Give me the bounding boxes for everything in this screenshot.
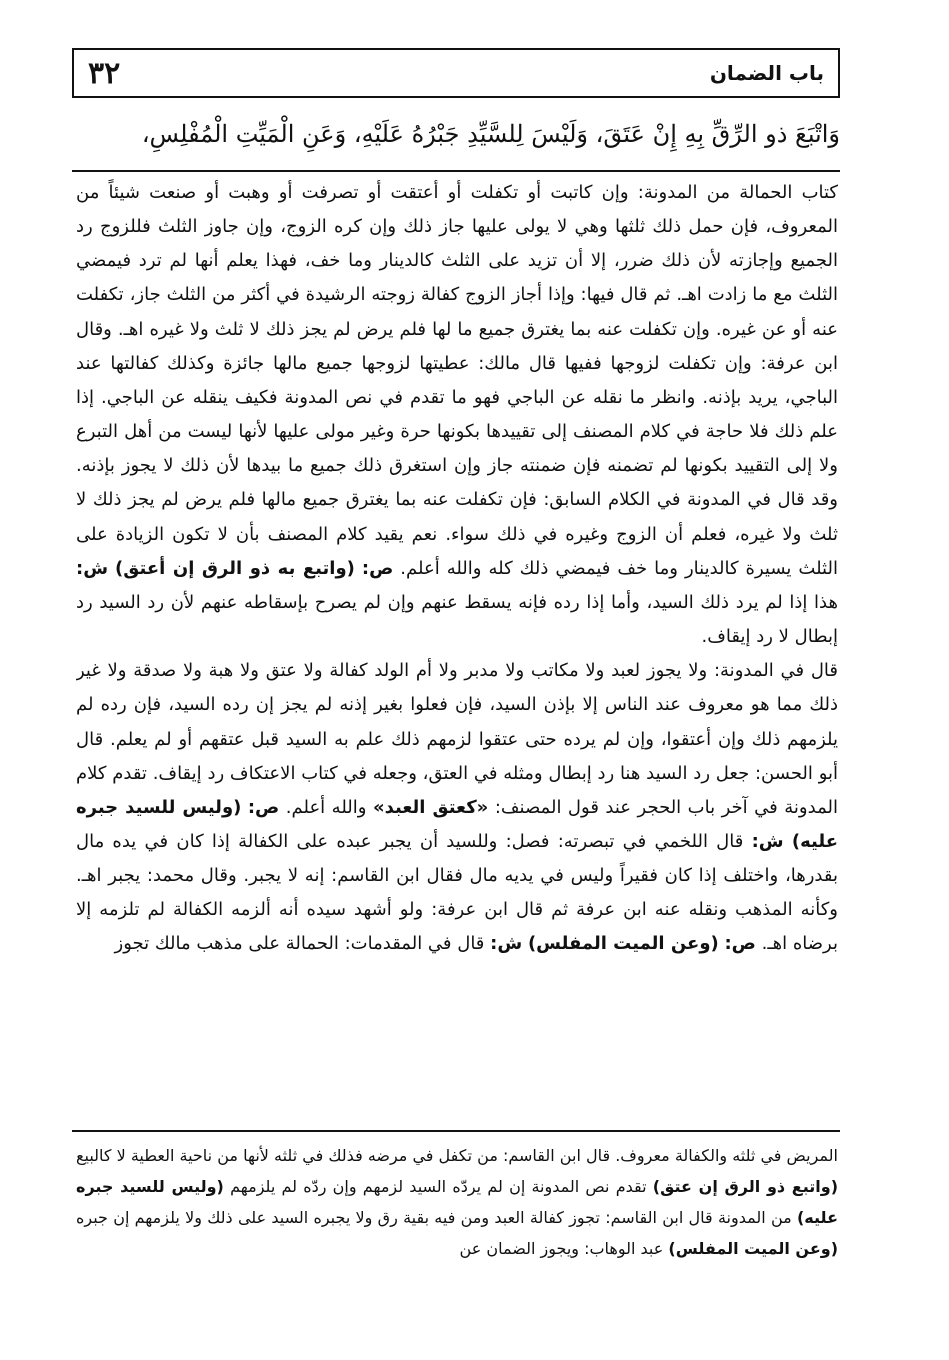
paragraph-text: قال اللخمي في تبصرته: فصل: وللسيد أن يجبر عبده على الكفالة إذا كان في يده مال بقدرها، واختلف إذا كان فقيراً وليس في يديه مال فقال ابن القاسم: إنه لا يجبر. وقال محمد: يجبر اهـ. وكأنه المذهب ونقله عنه ابن عرفة ثم قال ابن عرفة: ولو أشهد سيده أنه ألزمه الكفالة لم تلزمه إلا برضاه اهـ.: [76, 830, 838, 955]
shin-marker: ش:: [76, 557, 109, 579]
matn-quote: (واتبع به ذو الرق إن أعتق): [115, 557, 355, 579]
page-number: ٣٢: [88, 55, 121, 91]
shin-marker: ش:: [490, 933, 523, 955]
footnote-quote: (وعن الميت المفلس): [668, 1239, 838, 1258]
footnote-quote: (وليس للسيد جبره عليه): [76, 1177, 838, 1227]
footnote-text: عبد الوهاب: ويجوز الضمان عن: [459, 1239, 664, 1258]
footnote-quote: (واتبع ذو الرق إن عتق): [652, 1177, 838, 1196]
commentary-paragraph-2: [76, 654, 838, 961]
divider-footnote: [72, 1130, 840, 1132]
divider-top: [72, 170, 840, 172]
paragraph-text: هذا إذا لم يرد ذلك السيد، وأما إذا رده فإنه يسقط عنهم وإن لم يصرح بإسقاطه عنهم لأن رد السيد رد إبطال لا رد إيقاف.: [76, 591, 838, 648]
paragraph-text: والله أعلم.: [285, 796, 367, 818]
matn-text: وَاتْبَعَ ذو الرِّقِّ بِهِ إِنْ عَتَقَ، وَلَيْسَ لِلسَّيِّدِ جَبْرُهُ عَلَيْهِ، وَعَنِ الْمَيِّتِ الْمُفْلِسِ،: [141, 120, 840, 148]
shin-marker: ش:: [751, 830, 784, 852]
footnote-section: [76, 1140, 838, 1300]
sad-marker: ص:: [724, 933, 756, 955]
matn-quote: (وعن الميت المفلس): [527, 933, 719, 955]
commentary-paragraph-1: [76, 176, 838, 654]
paragraph-text: قال في المقدمات: الحمالة على مذهب مالك تجوز: [114, 933, 485, 955]
matn-quote: (وليس للسيد جبره عليه): [76, 796, 838, 852]
paragraph-text: كتاب الحمالة من المدونة: وإن كاتبت أو تكفلت أو أعتقت أو تصرفت أو وهبت أو صنعت شيئاً من المعروف، فإن حمل ذلك ثلثها وهي لا يولى عليها جاز ذلك وإن كره الزوج، وإن جاوز الثلث فللزوج رد الجميع وإجازته لأن ذلك ضرر، إلا أن تزيد على الثلث كالدينار وما خف، فهذا يعلم أنها لم ترد فيمضي الثلث مع ما زادت اهـ. ثم قال فيها: وإذا أجاز الزوج كفالة زوجته الرشيدة في أكثر من الثلث جاز، تكفلت عنه أو عن غيره. وإن تكفلت عنه بما يغترق جميع ما لها فلم يرض لم يجز ذلك لا ثلث ولا غيره اهـ. وقال ابن عرفة: وإن تكفلت لزوجها ففيها قال مالك: عطيتها لزوجها جميع مالها جائزة وكذلك كفالتها عند الباجي، يريد بإذنه. وانظر ما نقله عن الباجي فهو ما تقدم في نص المدونة فكيف ينقله عن الباجي. إذا علم ذلك فلا حاجة في كلام المصنف إلى تقييدها بكونها حرة وغير مولى عليها لأنها ليست من أهل التبرع ولا إلى التقييد بكونها لم تضمنه فإن ضمنته جاز وإن استغرق ذلك جميع ما بيدها لأن ذلك لا يجوز بإذنه. وقد قال في المدونة في الكلام السابق: فإن تكفلت عنه بما يغترق جميع مالها فلم يرض لم يجز ذلك لا ثلث ولا غيره، فعلم أن الزوج وغيره في ذلك سواء. نعم يقيد كلام المصنف بأن لا تكون الزيادة على الثلث يسيرة كالدينار وما خف فيمضي ذلك كله والله أعلم.: [76, 182, 838, 579]
footnote-paragraph: [76, 1140, 838, 1264]
paragraph-text: قال في المدونة: ولا يجوز لعبد ولا مكاتب ولا مدبر ولا أم الولد كفالة ولا عتق ولا هبة ولا صدقة ولا غير ذلك مما هو معروف عند الناس إلا بإذن السيد، فإن فعلوا بغير إذنه لم يجز إن رده السيد، فإن رده لم يلزمهم ذلك وإن أعتقوا، وإن لم يرده حتى عتقوا لزمهم ذلك علم به السيد قبل عتقهم أو لم يعلم. قال أبو الحسن: جعل رد السيد هنا رد إبطال ومثله في العتق، وجعله في كتاب الاعتكاف رد إيقاف. تقدم كلام المدونة في آخر باب الحجر عند قول المصنف:: [76, 660, 838, 818]
inline-quote: «كعتق العبد»: [372, 796, 489, 818]
chapter-title: باب الضمان: [709, 61, 824, 85]
footnote-text: تقدم نص المدونة إن لم يردّه السيد لزمهم وإن ردّه لم يلزمهم: [230, 1177, 647, 1196]
sad-marker: ص:: [361, 557, 394, 579]
sad-marker: ص:: [247, 796, 280, 818]
footnote-text: من المدونة قال ابن القاسم: تجوز كفالة العبد ومن فيه بقية رق ولا يجبره السيد على ذلك ولا يلزمهم إن جبره: [76, 1208, 792, 1227]
commentary-body: [76, 176, 838, 1064]
page-header: [72, 48, 840, 98]
footnote-text: المريض في ثلثه والكفالة معروف. قال ابن القاسم: من تكفل في مرضه فذلك في ثلثه لأنها من ناحية العطية لا كالبيع: [76, 1146, 838, 1165]
